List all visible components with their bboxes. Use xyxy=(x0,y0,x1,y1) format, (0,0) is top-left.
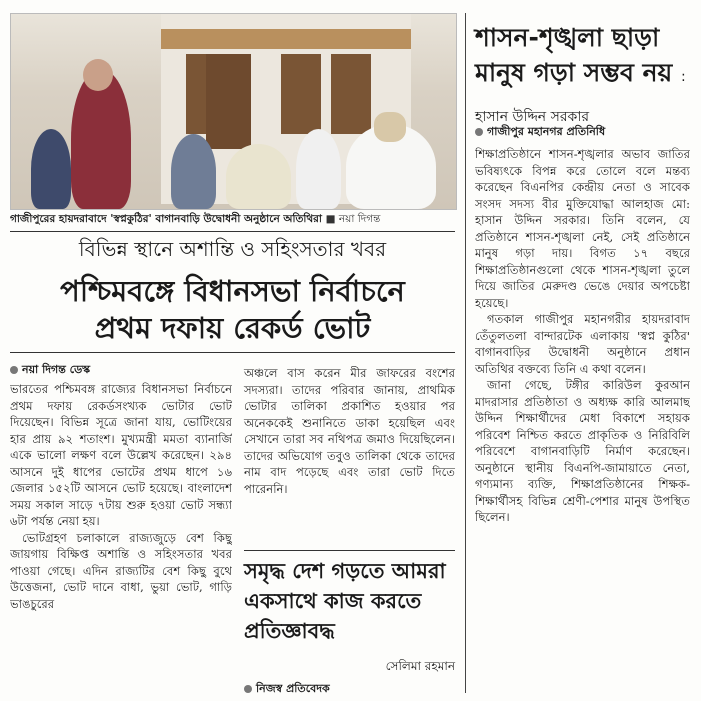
paragraph: গতকাল গাজীপুর মহানগরীর হায়দরাবাদ তেঁতুলতলা বান্দারটেক এলাকায় 'স্বপ্ন কুঠির' বাগানবাড়ির উদ্বোধনী অনুষ্ঠানে প্রধান অতিথির বক্তব্যে তিনি এ কথা বলেন। xyxy=(475,312,690,376)
paragraph: ভোটগ্রহণ চলাকালে রাজ্যজুড়ে বেশ কিছু জায়গায় বিক্ষিপ্ত অশান্তি ও সহিংসতার খবর পাওয়া গেছে। এদিন রাজ্যটির বেশ কিছু বুথে উত্তেজনা, ভোট দানে বাধা, ভুয়া ভোট, গাড়ি ভাঙচুরের xyxy=(10,530,232,611)
headline-line-1: পশ্চিমবঙ্গে বিধানসভা নির্বাচনে xyxy=(60,274,405,308)
main-story-kicker: বিভিন্ন স্থানে অশান্তি ও সহিংসতার খবর xyxy=(78,237,387,261)
photo-caption xyxy=(10,211,455,228)
news-photo xyxy=(10,13,457,210)
right-story-byline: গাজীপুর মহানগর প্রতিনিধি xyxy=(475,124,690,140)
divider xyxy=(244,550,455,551)
headline-line-2: প্রথম দফায় রেকর্ড ভোট xyxy=(94,311,371,345)
bullet-icon xyxy=(475,128,483,136)
right-story-body xyxy=(475,146,690,696)
main-story-byline: নয়া দিগন্ত ডেস্ক xyxy=(10,362,230,378)
caption-source: ■ নয়া দিগন্ত xyxy=(325,213,381,225)
main-story-column-2 xyxy=(244,365,455,497)
column-divider xyxy=(465,13,466,693)
right-story-headline: শাসন-শৃঙ্খলা ছাড়া মানুষ গড়া সম্ভব নয় : হাসান উদ্দিন সরকার xyxy=(475,23,686,125)
main-story-column-1 xyxy=(10,381,232,701)
paragraph: জানা গেছে, টঙ্গীর কারিউল কুরআন মাদরাসার প্রতিষ্ঠাতা ও অধ্যক্ষ কারি আলমাছ উদ্দিন শিক্ষার্থীদের মেধা বিকাশে সহায়ক পরিবেশ নিশ্চিত করতে প্রাকৃতিক ও নিরিবিলি পরিবেশে বাগানবাড়িটি নির্মাণ করেছেন। অনুষ্ঠানে স্থানীয় বিএনপি-জামায়াতে নেতা, গণ্যমান্য ব্যক্তি, শিক্ষাপ্রতিষ্ঠানের শিক্ষক-শিক্ষার্থীসহ বিভিন্ন শ্রেণী-পেশার মানুষ উপস্থিত ছিলেন। xyxy=(475,378,690,524)
second-story-headline: সমৃদ্ধ দেশ গড়তে আমরা একসাথে কাজ করতে প্রতিজ্ঞাবদ্ধ xyxy=(244,559,446,643)
paragraph: শিক্ষাপ্রতিষ্ঠানে শাসন-শৃঙ্খলার অভাব জাতির ভবিষ্যৎকে বিপন্ন করে তোলে বলে মন্তব্য করেছেন বিএনপির কেন্দ্রীয় নেতা ও সাবেক সংসদ সদস্য বীর মুক্তিযোদ্ধা আলহাজ মো: হাসান উদ্দিন সরকার। তিনি বলেন, যে প্রতিষ্ঠানে শাসন-শৃঙ্খলা নেই, সেই প্রতিষ্ঠানে মানুষ গড়া দায়। বিগত ১৭ বছরে শিক্ষাপ্রতিষ্ঠানগুলো থেকে শাসন-শৃঙ্খলা তুলে দিয়ে জাতির মেরুদণ্ড ভেঙে দেয়ার অপচেষ্টা হয়েছে। xyxy=(475,147,690,310)
divider xyxy=(10,352,455,353)
divider xyxy=(10,231,455,232)
bullet-icon xyxy=(244,685,252,693)
main-story-headline xyxy=(10,273,455,347)
second-story-author: সেলিমা রহমান xyxy=(385,659,455,673)
paragraph: ভারতের পশ্চিমবঙ্গ রাজ্যের বিধানসভা নির্বাচনে প্রথম দফায় রেকর্ডসংখ্যক ভোটার ভোট দিয়েছেন। বিভিন্ন সূত্রে জানা যায়, ভোটিংয়ের হার প্রায় ৯২ শতাংশ। মুখ্যমন্ত্রী মমতা ব্যানার্জি একে ভালো লক্ষণ বলে উল্লেখ করেছেন। ২৯৪ আসনে দুই ধাপের ভোটের প্রথম ধাপে ১৬ জেলার ১৫২টি আসনে ভোট হয়েছে। বাংলাদেশ সময় সকাল সাড়ে ৭টায় শুরু হওয়া ভোট সন্ধ্যা ৬টা পর্যন্ত নেয়া হয়। xyxy=(10,382,232,528)
bullet-icon xyxy=(10,366,18,374)
paragraph: অঞ্চলে বাস করেন মীর জাফরের বংশের সদস্যরা। তাদের পরিবার জানায়, প্রাথমিক ভোটার তালিকা প্রকাশিত হওয়ার পর অনেককেই শুনানিতে ডাকা হয়েছিল এবং সেখানে তারা সব নথিপত্র জমাও দিয়েছিলেন। তাদের অভিযোগ তবুও তালিকা থেকে তাদের নাম বাদ পড়েছে এবং তারা ভোট দিতে পারেননি। xyxy=(244,366,455,496)
second-story-byline: নিজস্ব প্রতিবেদক xyxy=(244,681,455,697)
caption-text: গাজীপুরের হায়দরাবাদে 'স্বপ্নকুঠির' বাগানবাড়ি উদ্বোধনী অনুষ্ঠানে অতিথিরা xyxy=(10,213,322,225)
